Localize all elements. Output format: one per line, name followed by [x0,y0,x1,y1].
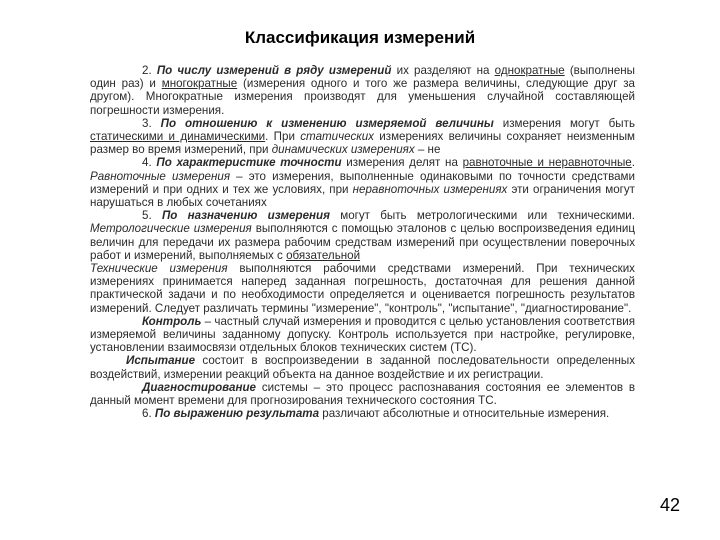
italic-term: Метрологические измерения [90,222,252,236]
italic-term: динамических измерениях [271,143,415,157]
text-run: измерениях величины сохраняет неизменным размер во время измерений, при [90,130,635,157]
item-heading: По выражению результата [154,407,320,421]
text-run: выполняются рабочими средствами измерений. При технических измерениях принимается наперед заданная погрешность, достаточная для решения данной практической задачи и по необходимости определяется и оценивается погрешность результатов измерений. Следует различать термины "измерение", "контроль", "испытание", "диагностирование". [90,262,635,315]
paragraph-by-count [90,64,635,117]
page-number: 42 [659,495,680,515]
term-heading: Контроль [142,314,202,328]
underlined-term: статическими и динамическими [90,130,266,144]
paragraph-control [90,315,635,355]
italic-term: Равноточные измерения [90,169,231,183]
paragraph-by-expression [90,407,635,420]
italic-term: Технические измерения [90,262,228,276]
text-run: выполняются с помощью эталонов с целью воспроизведения единиц величин для передачи их размера рабочим средствам измерений при осуществлении поверочных работ и измерений, выполняемых с [90,222,635,262]
paragraph-diagnostics [90,381,635,407]
text-run: (выполнены один раз) и [90,64,635,91]
text-block [90,64,635,420]
italic-term: статических [300,130,374,144]
item-heading: По отношению к изменению измеряемой величины [160,116,494,130]
text-run: . [631,156,635,170]
term-heading: Испытание [126,354,196,368]
text-run: эти ограничения могут нарушаться в любых сочетаниях [90,182,635,210]
item-heading: По характеристике точности [156,156,342,170]
paragraph-by-purpose [90,209,635,315]
term-heading: Диагностирование [142,380,257,394]
underlined-term: обязательной [286,248,361,262]
text-run: – не [414,143,441,157]
italic-term: неравноточных измерениях [352,182,508,196]
text-run: – это измерения, выполненные одинаковыми по точности средствами измерений и при одних и тех же условиях, при [90,169,635,196]
item-number: 6. [142,407,155,421]
text-run: . При [265,130,301,144]
text-run: различают абсолютные и относительные измерения. [319,407,610,421]
paragraph-testing [90,354,635,380]
text-run: (измерения одного и того же размера величины, следующие друг за другом). Многократные измерения производят для уменьшения случайной составляющей погрешности измерения. [90,77,635,117]
underlined-term: многократные [161,77,238,91]
text-run: измерения могут быть [493,116,635,130]
text-run: – частный случай измерения и проводится с целью установления соответствия измеряемой величины заданному допуску. Контроль используется при настройке, регулировке, установлении взаимосвязи отдельных блоков технических систем (ТС). [90,314,635,355]
underlined-term: равноточные и неравноточные [462,156,632,170]
text-run: могут быть метрологическими или техническими. [329,209,635,223]
item-number: 3. [142,116,161,130]
text-run: их разделяют на [391,64,495,77]
item-number: 2. [142,64,157,77]
item-number: 4. [142,156,157,170]
text-run: состоит в воспроизведении в заданной последовательности определенных воздействий, измерении реакций объекта на данное воздействие и их регистрации. [90,354,635,381]
item-heading: По числу измерений в ряду измерений [156,64,392,77]
underlined-term: однократные [494,64,565,77]
paragraph-by-accuracy [90,156,635,209]
item-heading: По назначению измерения [161,209,330,223]
paragraph-by-change [90,117,635,157]
slide-title: Классификация измерений [244,28,476,47]
text-run: измерения делят на [341,156,463,170]
text-run: системы – это процесс распознавания состояния ее элементов в данный момент времени для прогнозирования технического состояния ТС. [90,380,635,408]
item-number: 5. [142,209,162,223]
